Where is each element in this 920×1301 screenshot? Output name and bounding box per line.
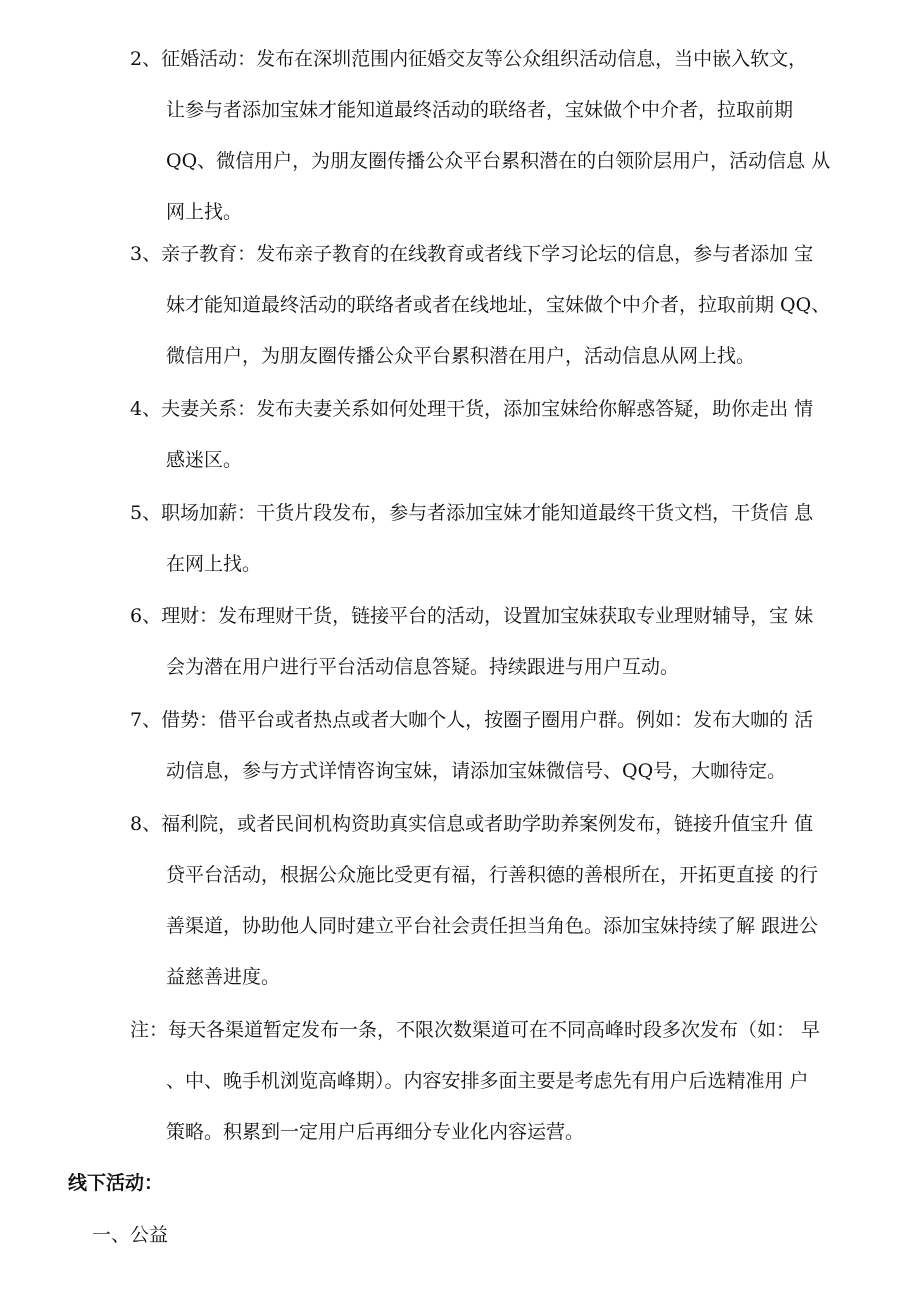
text-line: 让参与者添加宝妹才能知道最终活动的联络者，宝妹做个中介者，拉取前期 xyxy=(166,99,794,121)
list-item-leverage xyxy=(130,695,890,797)
text-line: 网上找。 xyxy=(166,201,243,223)
text-line: 3、亲子教育：发布亲子教育的在线教育或者线下学习论坛的信息，参与者添加 宝 xyxy=(130,243,814,265)
text-line: 2、征婚活动：发布在深圳范围内征婚交友等公众组织活动信息，当中嵌入软文， xyxy=(130,48,808,70)
text-line: 7、借势：借平台或者热点或者大咖个人，按圈子圈用户群。例如：发布大咖的 活 xyxy=(130,709,814,731)
text-line: 感迷区。 xyxy=(166,449,243,471)
text-line: 8、福利院，或者民间机构资助真实信息或者助学助养案例发布，链接升值宝升 值 xyxy=(130,813,814,835)
text-line: 动信息，参与方式详情咨询宝妹，请添加宝妹微信号、QQ号，大咖待定。 xyxy=(166,760,787,782)
note-paragraph xyxy=(130,1005,890,1158)
text-line: 6、理财：发布理财干货，链接平台的活动，设置加宝妹获取专业理财辅导，宝 妹 xyxy=(130,605,814,627)
text-line: 4、夫妻关系：发布夫妻关系如何处理干货，添加宝妹给你解惑答疑，助你走出 情 xyxy=(130,398,814,420)
list-item-career-raise xyxy=(130,488,890,590)
list-item-charity xyxy=(130,799,890,1003)
text-line: 善渠道，协助他人同时建立平台社会责任担当角色。添加宝妹持续了解 跟进公 xyxy=(166,915,819,937)
subsection-charity: 一、公益 xyxy=(92,1224,169,1246)
text-line: 在网上找。 xyxy=(166,553,262,575)
text-line: 注：每天各渠道暂定发布一条，不限次数渠道可在不同高峰时段多次发布（如： 早 xyxy=(130,1019,821,1041)
text-line: 5、职场加薪：干货片段发布，参与者添加宝妹才能知道最终干货文档，干货信 息 xyxy=(130,502,814,524)
text-line: QQ、微信用户，为朋友圈传播公众平台累积潜在的白领阶层用户，活动信息 从 xyxy=(166,150,831,172)
text-line: 微信用户，为朋友圈传播公众平台累积潜在用户，活动信息从网上找。 xyxy=(166,345,756,367)
list-item-marriage-events xyxy=(130,34,890,238)
list-item-finance xyxy=(130,591,890,693)
text-line: 策略。积累到一定用户后再细分专业化内容运营。 xyxy=(166,1121,585,1143)
text-line: 会为潜在用户进行平台活动信息答疑。持续跟进与用户互动。 xyxy=(166,656,680,678)
list-item-marriage-relations xyxy=(130,384,890,486)
text-line: 、中、晚手机浏览高峰期）。内容安排多面主要是考虑先有用户后选精准用 户 xyxy=(166,1070,809,1092)
text-line: 妹才能知道最终活动的联络者或者在线地址，宝妹做个中介者，拉取前期 QQ、 xyxy=(166,294,831,316)
text-line: 贷平台活动，根据公众施比受更有福，行善积德的善根所在，开拓更直接 的行 xyxy=(166,864,819,886)
text-line: 益慈善进度。 xyxy=(166,966,281,988)
section-title-offline-activities: 线下活动： xyxy=(68,1172,164,1194)
list-item-parenting-education xyxy=(130,229,890,382)
